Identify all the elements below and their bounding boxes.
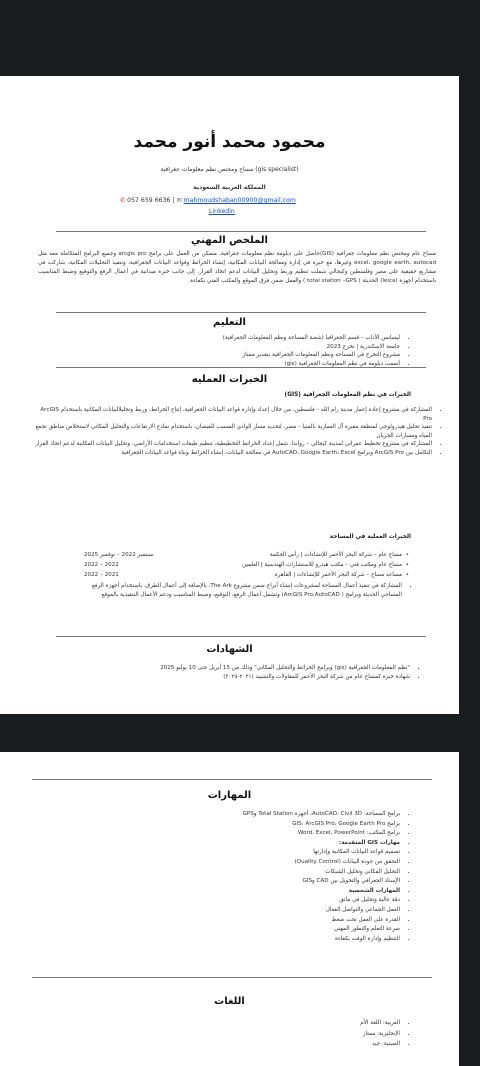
email-icon: ✉ [176,197,182,204]
experience-item: • تنفيذ تحليل هيدرولوجي لمنطقة مقبرة آل العمارية بالمنيا – مصر، لتحديد مسار الوادي المسبب للفيضان، باستخدام نماذج الارتفاعات والتحليل المكاني لاستخلاص مناطق تجمع المياه ومسارات الجريان [34,423,432,440]
certificates-list [120,664,418,681]
divider [56,312,426,313]
divider [56,231,426,232]
job-period: 2022 – 2022 [84,562,119,568]
skills-subheading: • المهارات الشخصية [160,887,400,897]
education-item: • مشروع التخرج في المساحة ونظم المعلومات الجغرافية بتقدير ممتاز [200,351,400,360]
bullet: • [405,562,409,568]
skill-item: • التحقق من جودة البيانات (Quality Control) [160,858,400,868]
skill-item: • التحليل المكاني وتحليل الشبكات [160,868,400,878]
language-item: • العربية: اللغة الأم [240,1018,400,1029]
job-period: سبتمبر 2022 – نوفمبر 2025 [84,552,154,558]
phone-icon: ✆ [120,197,126,204]
skills-heading: المهارات [207,790,252,801]
skill-item: • القدرة على العمل تحت ضغط [160,916,400,926]
job-row [84,572,409,580]
skill-item: • التنظيم وإدارة الوقت بكفاءة [160,935,400,945]
skill-item: • برامج المكتب: Word، Excel، PowerPoint [160,829,400,839]
bullet: • [405,552,409,558]
language-item: • الصينية: جيد [240,1039,400,1050]
job-period: 2021 – 2022 [84,572,119,578]
certificates-heading: الشهادات [206,644,253,655]
skill-item: • تصميم قواعد البيانات المكانية وإدارتها [160,848,400,858]
languages-list [240,1018,408,1050]
language-item: • الإنجليزية: ممتاز [240,1029,400,1040]
education-item: • جامعة الاسكندرية | تخرج 2023 [200,343,400,352]
summary-text: مساح عام ومختص نظم معلومات جغرافية (GIS)حاصل على دبلومة نظم معلومات جغرافية، متمكن من العمل على برامج arcgis pro وجميع البرامج المتكاملة معه مثل excel، google earth، autocad وغيرها، مع خبرة في إدارة ومعالجة البيانات المكانية، إنشاء الخرائط وقواعد البيانات الجغرافية، وتنفيذ التحليلات المكانية. شاركت في مشاريع حقيقية على مصر وفلسطين وكيجالي شملت تنظيم وربط وتحليل البيانات لدعم اتخاذ القرار، إلى جانب خبرة ميدانية في أعمال الرفع والتوقيع وضبط المناسيب باستخدام أجهزة (leica) الحديثة ( total station –GPS ) والعمل ضمن فرق الموقع والمكتب الفني بكفاءة. [38,251,436,284]
country: المملكة العربية السعودية [193,184,266,191]
certificate-item: • "نظم المعلومات الجغرافية (gis) وبرامج الخرائط والتحليل المكاني" وذلك من 15 أبريل حتى 10 يوليو 2025 [120,664,410,673]
skill-item: • العمل الجماعي والتواصل الفعال [160,906,400,916]
skills-subheading: • مهارات GIS المتقدمة: [160,839,400,849]
certificate-item: • شهادة خبرة كمساح عام من شركة البحر الأحمر للمقاولات والتشييد (٢٠٢١-٢٠٢٥) [120,673,410,682]
candidate-name: محمود محمد أنور محمد [133,132,326,152]
resume-page-1 [0,76,459,714]
experience-item: • المشاركة في مشروع تخطيط عمراني لمدينة كيجالي – رواندا، شمل إعداد الخرائط التخطيطية، تنظيم طبقات استخدامات الأراضي، وتحليل البيانات المكانية لدعم اتخاذ القرار [34,440,432,449]
experience-item: • المشاركة في تنفيذ أعمال المساحة لمشروعات إنشاء أبراج ضمن مشروع The Ark، بالإضافة إلى أعمال الطرق، باستخدام أجهزة الرفع المساحي الحديثة وبرامج ( ArcGIS Pro,AutoCAD) وتشمل أعمال الرفع، التوقيع، وضبط المناسيب ودعم الأعمال التنفيذية بالموقع [76,582,402,599]
experience-item: • التكامل بين ArcGIS Pro وبرامج AutoCAD، Google Earth، Excel في معالجة البيانات، إنشاء الخرائط وبناء قواعد البيانات الجغرافية [34,449,432,458]
job-role: مساح عام ومكتب فني – مكتب هيدرو للاستشارات الهندسية | العلمين [242,562,402,568]
experience-item: • المشاركة في مشروع إعادة إعمار مدينة رام الله – فلسطين، من خلال إعداد وإدارة قواعد البيانات الجغرافية، إنتاج الخرائط، وربط وتحليلالبيانات المكانية باستخدام ArcGIS Pro [34,406,432,423]
divider [56,367,426,368]
job-role: مساعد مساح – شركة البحر الأحمر للإنشاءات | القاهرة [274,572,402,578]
email-link[interactable]: mahmoudshaban00900@gmail.com [183,197,296,204]
phone-number: 057 659 6636 [127,197,171,204]
education-item: • أتممت دبلومة في نظم المعلومات الجغرافية (gis) [200,360,400,369]
education-item: • ليسانس الآداب – قسم الجغرافيا (شعبة المساحة ونظم المعلومات الجغرافية) [200,334,400,343]
divider [32,779,432,780]
resume-page-2 [0,752,459,1066]
job-row [84,552,409,560]
skill-item: • برامج المساحة: AutoCAD، Civil 3D، أجهزة Total Station وGPS [160,810,400,820]
skill-item: • دقة عالية وتحليل في ماتق [160,896,400,906]
bullet: • [405,572,409,578]
skill-item: • برامج GIS: ArcGIS Pro، Google Earth Pro [160,820,400,830]
experience-heading: الخبرات العمليه [191,374,268,385]
job-role: مساح عام – شركة البحر الأحمر للإنشاءات | رأس الحكمة [269,552,402,558]
gis-experience-heading: الخبرات في نظم المعلومات الجغرافية (GIS) [284,392,411,398]
skill-item: • الإسناد الجغرافي والتحويل بين CAD وGIS [160,877,400,887]
gis-experience-list [34,406,440,458]
skill-item: • سرعة التعلم والتطور المهني [160,925,400,935]
summary-heading: الملخص المهني [191,235,268,246]
languages-heading: اللغات [214,996,245,1007]
separator: | [172,197,177,204]
candidate-title: (gis specialist) مساح ومختص نظم معلومات جغرافية [160,166,299,173]
survey-experience-list [76,582,410,599]
skills-list [160,810,408,944]
job-row [84,562,409,570]
divider [32,977,432,978]
education-list [200,334,408,368]
contact-line [120,197,340,204]
linkedin-link[interactable]: Linkedin [209,208,235,215]
education-heading: التعليم [213,317,246,328]
divider [56,636,426,637]
survey-experience-heading: الخبرات العملية في المساحة [329,534,411,540]
